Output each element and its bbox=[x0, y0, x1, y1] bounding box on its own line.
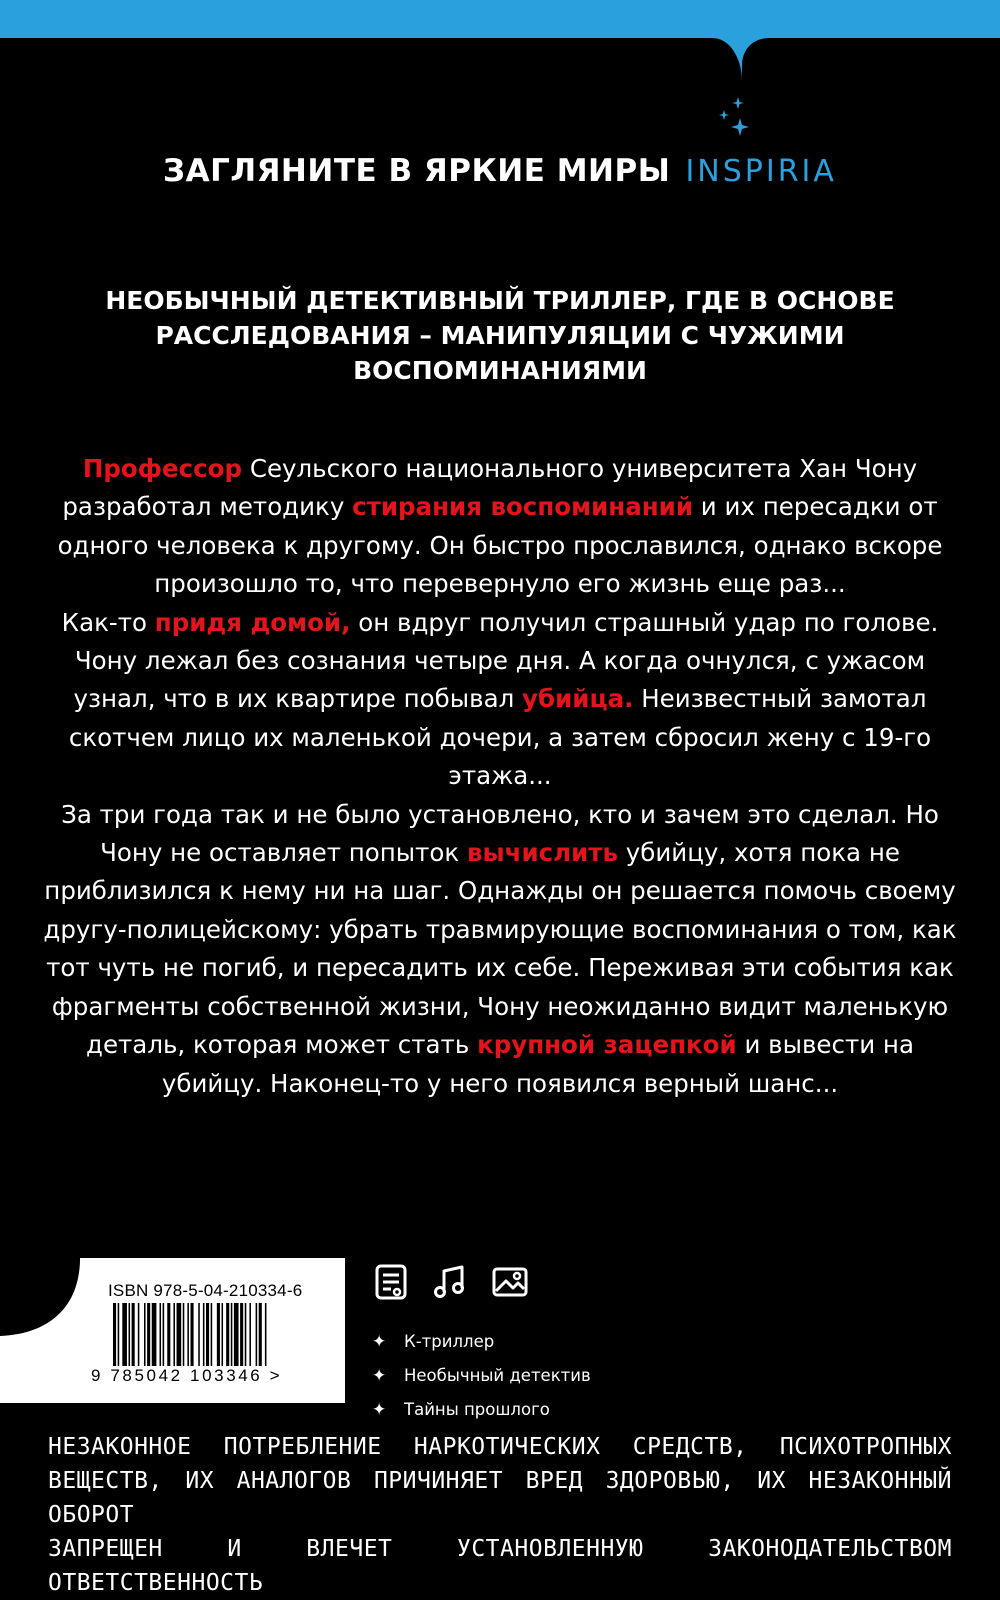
isbn-card-curve bbox=[0, 1258, 100, 1403]
desc-text: Неизвестный замотал скотчем лицо их маленькой дочери, а затем сбросил жену с 19-го этажа... bbox=[68, 684, 932, 791]
barcode-bar bbox=[122, 1303, 127, 1366]
warning-line: ВЕЩЕСТВ, ИХ АНАЛОГОВ ПРИЧИНЯЕТ ВРЕД ЗДОРОВЬЮ, ИХ НЕЗАКОННЫЙ ОБОРОТ bbox=[48, 1468, 952, 1528]
tag-item bbox=[372, 1393, 591, 1427]
audiobook-icon bbox=[430, 1262, 470, 1302]
tag-item bbox=[372, 1359, 591, 1393]
promo-lead: ЗАГЛЯНИТЕ В ЯРКИЕ МИРЫ bbox=[163, 153, 671, 189]
barcode-bar bbox=[160, 1303, 162, 1366]
genre-tags bbox=[372, 1325, 591, 1427]
tag-label: Тайны прошлого bbox=[404, 1400, 550, 1419]
desc-text: убийцу, хотя пока не приблизился к нему ни на шаг. Однажды он решается помочь своему другу-полицейскому: убрать травмирующие воспоминания о том, как тот чуть не погиб, и пересадить их себе. Переживая эти события как фрагменты собственной жизни, Чону неожиданно видит маленькую деталь, которая может стать bbox=[43, 838, 957, 1060]
desc-text: Сеульского национального университета Хан Чону разработал методику bbox=[62, 454, 918, 522]
highlight-calculate: вычислить bbox=[466, 838, 618, 868]
series-promo bbox=[0, 153, 1000, 189]
barcode-bar bbox=[222, 1303, 224, 1366]
barcode-bar bbox=[113, 1303, 116, 1366]
ebook-icon bbox=[371, 1262, 411, 1302]
barcode-bar bbox=[129, 1303, 131, 1366]
barcode-bar bbox=[198, 1303, 200, 1366]
desc-text: и их пересадки от одного человека к другому. Он быстро прославился, однако вскоре произошло то, что перевернуло его жизнь еще раз... bbox=[57, 492, 943, 599]
top-accent-band bbox=[0, 0, 1000, 150]
barcode-bar bbox=[211, 1303, 213, 1366]
barcode-bar bbox=[144, 1303, 146, 1366]
book-description bbox=[40, 450, 960, 1103]
barcode-bar bbox=[147, 1303, 150, 1366]
barcode-bar bbox=[138, 1303, 140, 1366]
barcode-bar bbox=[240, 1303, 243, 1366]
desc-text: За три года так и не было установлено, кто и зачем это сделал. Но Чону не оставляет попыток bbox=[61, 799, 939, 868]
barcode-bar bbox=[177, 1303, 182, 1366]
barcode bbox=[113, 1303, 313, 1366]
sparkle-icon: ✦ bbox=[372, 1332, 387, 1352]
desc-text: Как-то bbox=[61, 607, 155, 637]
barcode-bar bbox=[245, 1303, 247, 1366]
headline: НЕОБЫЧНЫЙ ДЕТЕКТИВНЫЙ ТРИЛЛЕР, ГДЕ В ОСНОВЕ РАССЛЕДОВАНИЯ – МАНИПУЛЯЦИИ С ЧУЖИМИ ВОСПОМИНАНИЯМИ bbox=[105, 286, 895, 385]
warning-line: НЕЗАКОННОЕ ПОТРЕБЛЕНИЕ НАРКОТИЧЕСКИХ СРЕДСТВ, ПСИХОТРОПНЫХ bbox=[48, 1434, 952, 1460]
barcode-bar bbox=[183, 1303, 185, 1366]
legal-warning bbox=[48, 1430, 952, 1600]
barcode-bar bbox=[173, 1303, 175, 1366]
barcode-bar bbox=[206, 1303, 209, 1366]
barcode-bar bbox=[132, 1303, 135, 1366]
highlight-clue: крупной зацепкой bbox=[477, 1030, 737, 1060]
barcode-bar bbox=[226, 1303, 229, 1366]
barcode-digits: 9 785042 103346 > bbox=[91, 1366, 283, 1385]
brand-logo-text: INSPIRIA bbox=[685, 154, 837, 189]
desc-text: и вывести на убийцу. Наконец-то у него появился верный шанс... bbox=[161, 1030, 914, 1098]
barcode-bar bbox=[187, 1303, 189, 1366]
highlight-professor: Профессор bbox=[82, 454, 243, 483]
sparkles-icon bbox=[715, 92, 775, 152]
barcode-bar bbox=[167, 1303, 170, 1366]
barcode-bar bbox=[191, 1303, 194, 1366]
highlight-came-home: придя домой, bbox=[154, 607, 351, 637]
barcode-bar bbox=[152, 1303, 157, 1366]
sparkle-icon: ✦ bbox=[372, 1366, 387, 1386]
barcode-bar bbox=[249, 1303, 251, 1366]
sparkle-icon: ✦ bbox=[372, 1400, 387, 1420]
barcode-bar bbox=[163, 1303, 165, 1366]
desc-text: он вдруг получил страшный удар по голове. Чону лежал без сознания четыре дня. А когда очнулся, с ужасом узнал, что в их квартире побывал bbox=[73, 607, 939, 714]
highlight-killer: убийца. bbox=[522, 684, 634, 714]
highlight-memory-erasure: стирания воспоминаний bbox=[352, 492, 693, 522]
barcode-bar bbox=[231, 1303, 233, 1366]
barcode-bar bbox=[217, 1303, 220, 1366]
barcode-bar bbox=[259, 1303, 262, 1366]
tag-item bbox=[372, 1325, 591, 1359]
isbn-label: ISBN 978-5-04-210334-6 bbox=[108, 1281, 303, 1300]
tag-label: К-триллер bbox=[404, 1332, 495, 1351]
barcode-bar bbox=[256, 1303, 258, 1366]
barcode-bar bbox=[234, 1303, 239, 1366]
tag-label: Необычный детектив bbox=[404, 1366, 591, 1385]
warning-line: ЗАПРЕЩЕН И ВЛЕЧЕТ УСТАНОВЛЕННУЮ ЗАКОНОДАТЕЛЬСТВОМ ОТВЕТСТВЕННОСТЬ bbox=[48, 1536, 952, 1596]
barcode-bar bbox=[203, 1303, 205, 1366]
barcode-bar bbox=[118, 1303, 120, 1366]
illustration-icon bbox=[490, 1262, 530, 1302]
barcode-bar bbox=[265, 1303, 267, 1366]
